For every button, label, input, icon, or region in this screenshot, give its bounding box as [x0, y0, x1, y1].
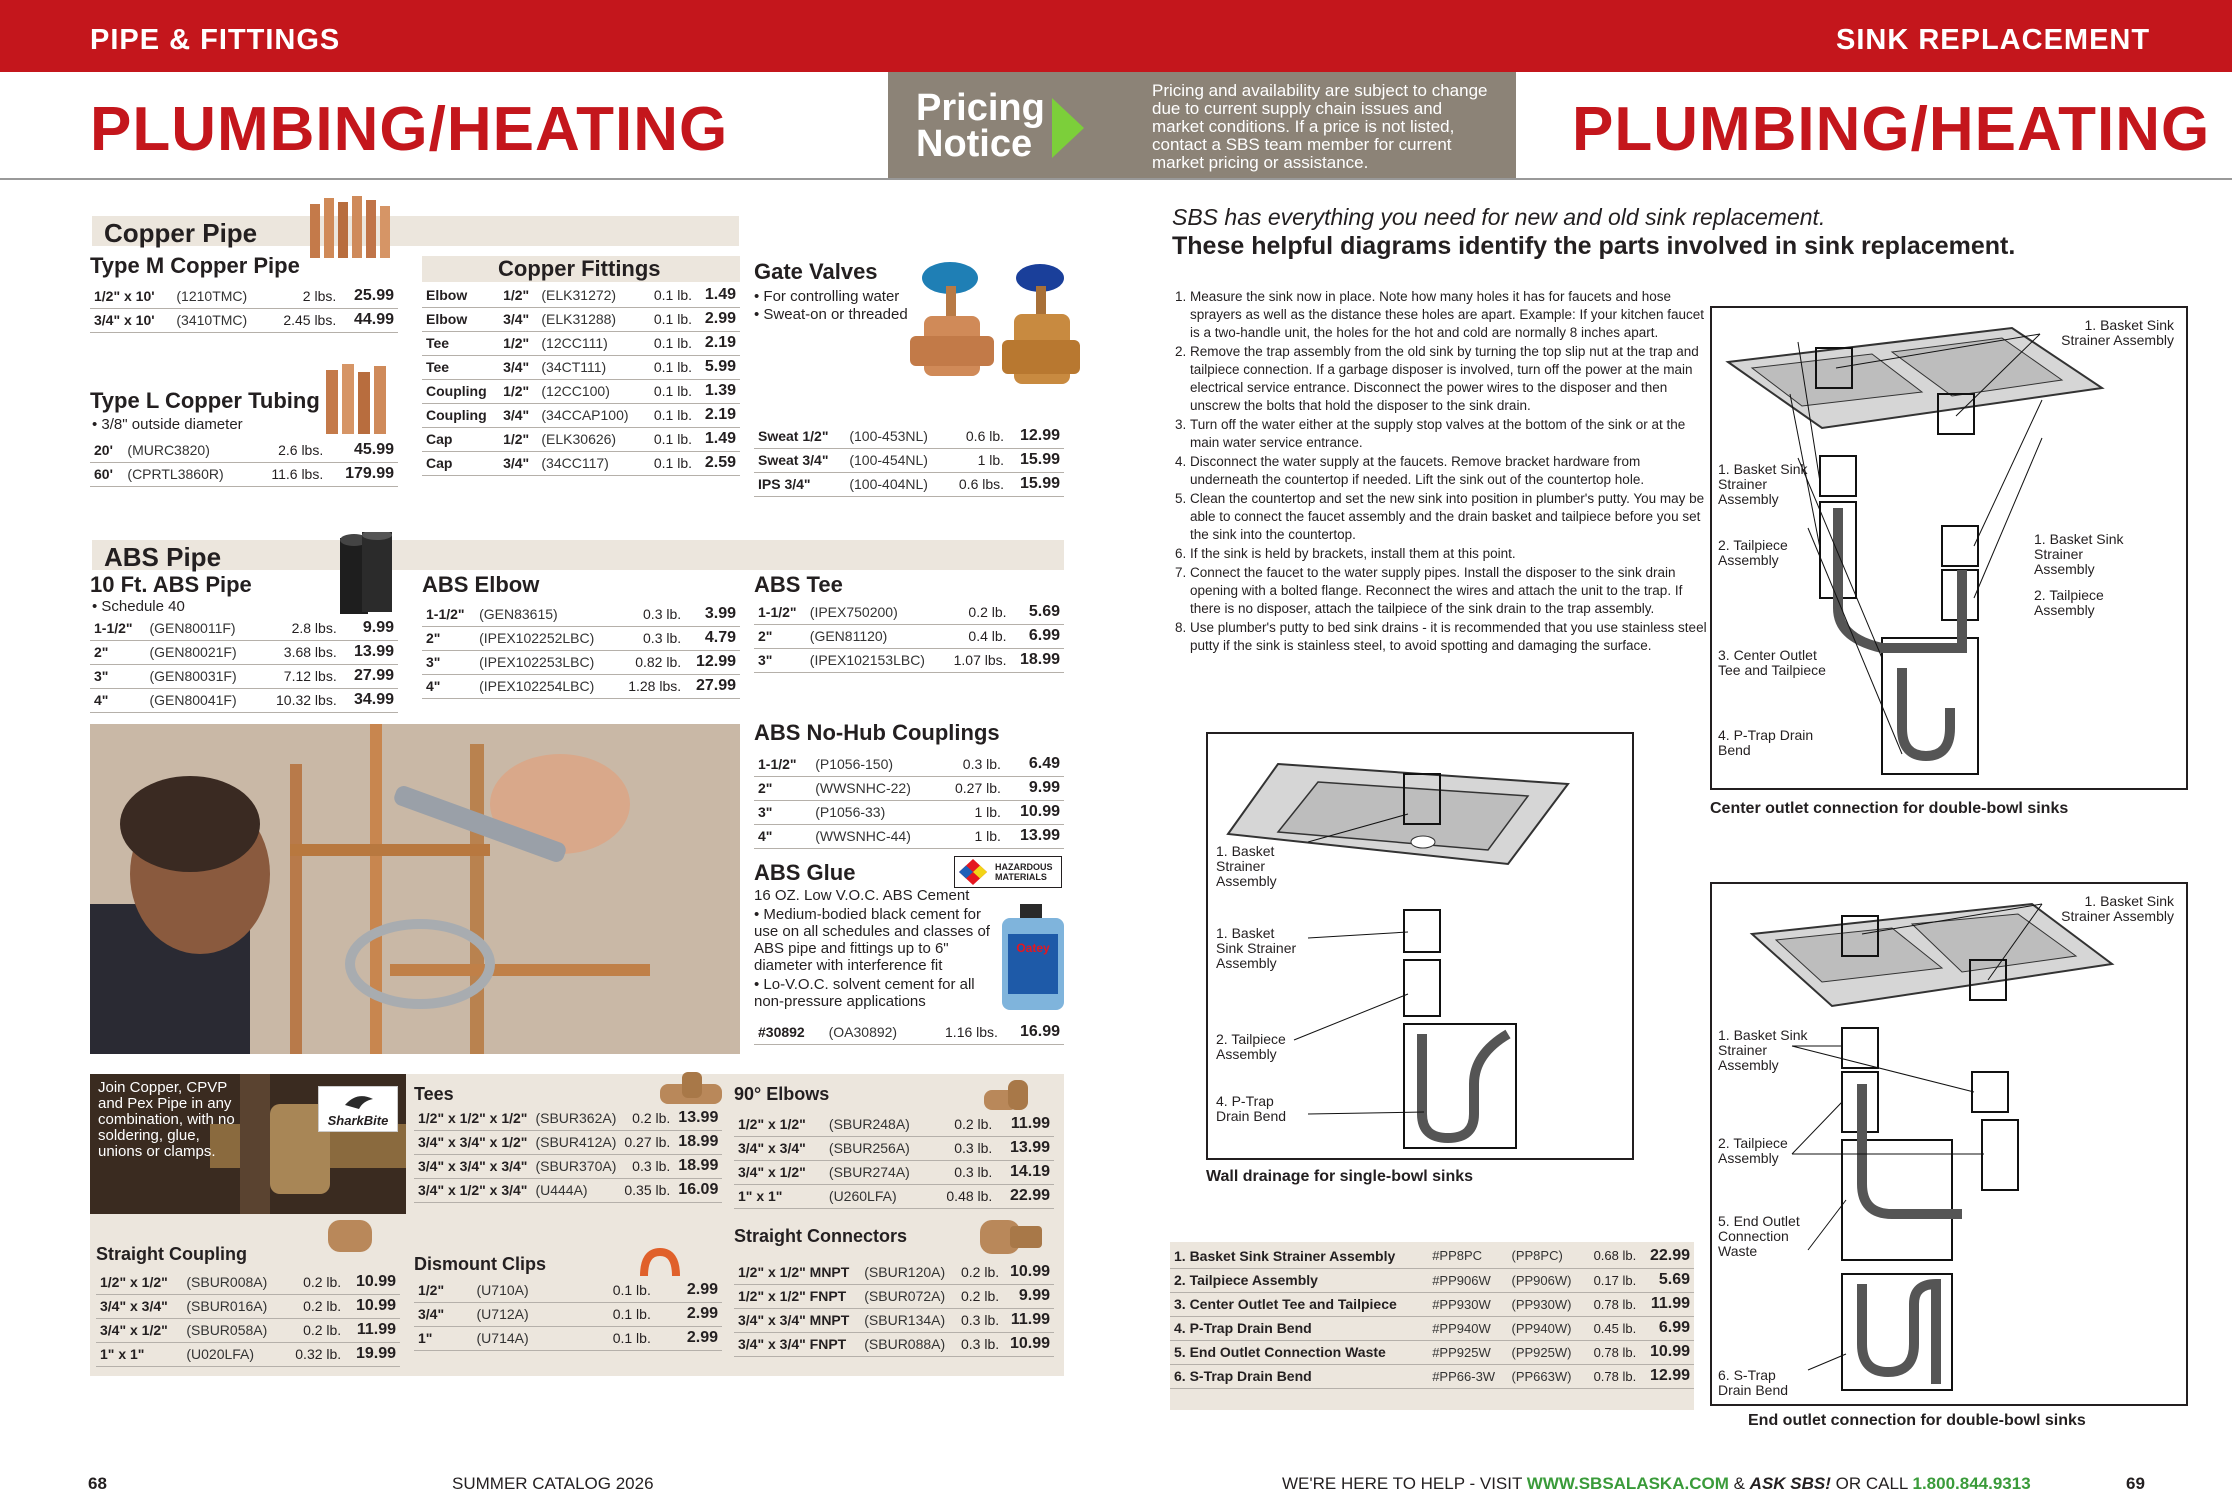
abs-couplings-table	[754, 752, 1064, 849]
sb-clips-table	[414, 1278, 722, 1351]
hazard-badge	[954, 856, 1062, 888]
center-label-6: 3. Center Outlet Tee and Tailpiece	[1718, 647, 1826, 678]
end-diagram-caption: End outlet connection for double-bowl sinks	[1748, 1412, 2086, 1429]
gate-valves-title: Gate Valves	[754, 259, 878, 284]
table-row: 3/4" x 1/2" (SBUR274A) 0.3 lb. 14.19	[734, 1160, 1054, 1184]
abs-couplings-title: ABS No-Hub Couplings	[754, 720, 1000, 745]
center-label-7: 4. P-Trap Drain Bend	[1718, 727, 1814, 758]
copper-pipe-image	[306, 196, 398, 258]
abs-pipe-band	[92, 540, 1064, 570]
ask-sbs: ASK SBS!	[1749, 1474, 1831, 1493]
table-row: Tee 1/2" (12CC111) 0.1 lb. 2.19	[422, 331, 740, 355]
notice-title-2: Notice	[916, 123, 1033, 165]
wall-drainage-diagram	[1206, 732, 1634, 1160]
table-row: 1/2" x 1/2" (SBUR008A) 0.2 lb. 10.99	[96, 1270, 400, 1294]
table-row: 2" (GEN81120) 0.4 lb. 6.99	[754, 624, 1064, 648]
site-link[interactable]: WWW.SBSALASKA.COM	[1526, 1474, 1729, 1493]
table-row: 3/4" x 3/4" MNPT (SBUR134A) 0.3 lb. 11.99	[734, 1308, 1054, 1332]
abs-elbow-title: ABS Elbow	[422, 572, 540, 597]
list-item: 1. Measure the sink now in place. Note how many holes it has for faucets and hose sprayers as well as the distance these holes are apart. Example: If your kitchen faucet is a two-handle unit, the holes for the hot and cold are normally 8 inches apart.	[1190, 288, 1712, 342]
table-row: Sweat 3/4" (100-454NL) 1 lb. 15.99	[754, 448, 1064, 472]
table-row: 6. S-Trap Drain Bend #PP66-3W (PP663W) 0.78 lb. 12.99	[1170, 1364, 1694, 1388]
table-row: 4" (WWSNHC-44) 1 lb. 13.99	[754, 824, 1064, 848]
table-row: 1/2" (U710A) 0.1 lb. 2.99	[414, 1278, 722, 1302]
plumber-photo	[90, 724, 740, 1054]
sb-tees-table	[414, 1106, 722, 1203]
sb-coupling-title: Straight Coupling	[96, 1244, 247, 1264]
sb-tee-image	[660, 1072, 722, 1110]
gate-valves-table	[754, 424, 1064, 497]
table-row: 1-1/2" (GEN80011F) 2.8 lbs. 9.99	[90, 616, 398, 640]
table-row: Tee 3/4" (34CT111) 0.1 lb. 5.99	[422, 355, 740, 379]
list-item: 4. Disconnect the water supply at the faucets. Remove bracket hardware from underneath the countertop if needed. Lift the sink out of the countertop hole.	[1190, 453, 1712, 489]
type-m-table	[90, 284, 398, 333]
end-label-2: 1. Basket Sink Strainer Assembly	[1718, 1027, 1808, 1073]
end-outlet-diagram	[1710, 882, 2188, 1406]
shark-icon	[343, 1089, 375, 1111]
help-line: WE'RE HERE TO HELP - VISIT WWW.SBSALASKA.COM & ASK SBS! OR CALL 1.800.844.9313	[1282, 1474, 2031, 1493]
copper-fittings-title: Copper Fittings	[498, 256, 661, 281]
glue-can-image	[998, 904, 1068, 1014]
table-row: 1/2" x 1/2" x 1/2" (SBUR362A) 0.2 lb. 13.99	[414, 1106, 722, 1130]
abs-tee-title: ABS Tee	[754, 572, 843, 597]
wall-diagram-caption: Wall drainage for single-bowl sinks	[1206, 1168, 1474, 1185]
left-section-label: PIPE & FITTINGS	[90, 24, 341, 56]
center-label-5: 2. Tailpiece Assembly	[2034, 587, 2104, 618]
center-label-3: 2. Tailpiece Assembly	[1718, 537, 1788, 568]
sb-elbows-table	[734, 1112, 1054, 1209]
table-row: 5. End Outlet Connection Waste #PP925W (PP925W) 0.78 lb. 10.99	[1170, 1340, 1694, 1364]
table-row: Cap 3/4" (34CC117) 0.1 lb. 2.59	[422, 451, 740, 475]
can-brand-label: Oatey	[1016, 941, 1050, 955]
abs-glue-subtitle: 16 OZ. Low V.O.C. ABS Cement	[754, 887, 970, 904]
table-row: Cap 1/2" (ELK30626) 0.1 lb. 1.49	[422, 427, 740, 451]
sb-coupling-table	[96, 1270, 400, 1367]
sink-intro-bold: These helpful diagrams identify the parts involved in sink replacement.	[1172, 232, 2016, 260]
sb-tees-title: Tees	[414, 1084, 454, 1104]
catalog-label: SUMMER CATALOG 2026	[452, 1474, 654, 1493]
abs-glue-table	[754, 1020, 1064, 1045]
list-item: 3. Turn off the water either at the supply stop valves at the bottom of the sink or at the main water service entrance.	[1190, 416, 1712, 452]
center-label-2: 1. Basket Sink Strainer Assembly	[1718, 461, 1808, 507]
type-m-title: Type M Copper Pipe	[90, 253, 300, 278]
wall-label-1: 1. Basket Strainer Assembly	[1216, 843, 1277, 889]
table-row: 4" (IPEX102254LBC) 1.28 lbs. 27.99	[422, 674, 740, 698]
table-row: 3" (IPEX102253LBC) 0.82 lb. 12.99	[422, 650, 740, 674]
table-row: 1-1/2" (GEN83615) 0.3 lb. 3.99	[422, 602, 740, 626]
gate-valves-bullet-1: • For controlling water	[754, 288, 900, 305]
sink-steps-list	[1168, 288, 1712, 656]
table-row: 2" (GEN80021F) 3.68 lbs. 13.99	[90, 640, 398, 664]
table-row: Elbow 1/2" (ELK31272) 0.1 lb. 1.49	[422, 283, 740, 307]
table-row: 3/4" x 3/4" (SBUR256A) 0.3 lb. 13.99	[734, 1136, 1054, 1160]
sb-coupling-image	[328, 1216, 372, 1256]
hazard-diamond-icon	[959, 859, 987, 885]
right-page-title: PLUMBING/HEATING	[1572, 95, 2211, 164]
table-row: 3/4" x 1/2" x 3/4" (U444A) 0.35 lb. 16.09	[414, 1178, 722, 1202]
table-row: 2" (IPEX102252LBC) 0.3 lb. 4.79	[422, 626, 740, 650]
gate-valves-image	[910, 256, 1080, 406]
table-row: 3" (P1056-33) 1 lb. 10.99	[754, 800, 1064, 824]
sink-parts-table	[1170, 1244, 1694, 1389]
sb-connector-image	[980, 1214, 1044, 1260]
table-row: 3/4" x 1/2" (SBUR058A) 0.2 lb. 11.99	[96, 1318, 400, 1342]
list-item: 5. Clean the countertop and set the new sink into position in plumber's putty. You may be able to connect the faucet assembly and the drain basket and tailpiece before you set the sink into the countertop.	[1190, 490, 1712, 544]
wall-label-4: 4. P-Trap Drain Bend	[1216, 1093, 1287, 1124]
abs-glue-bullet-1: • Medium-bodied black cement for use on all schedules and classes of ABS pipe and fittings up to 6" diameter with interference fit	[754, 906, 990, 974]
table-row: 3/4" x 3/4" (SBUR016A) 0.2 lb. 10.99	[96, 1294, 400, 1318]
center-label-4: 1. Basket Sink Strainer Assembly	[2034, 531, 2124, 577]
abs-tee-table	[754, 600, 1064, 673]
type-l-bullet: • 3/8" outside diameter	[92, 416, 243, 433]
table-row: 1/2" x 1/2" (SBUR248A) 0.2 lb. 11.99	[734, 1112, 1054, 1136]
table-row: 1/2" x 1/2" FNPT (SBUR072A) 0.2 lb. 9.99	[734, 1284, 1054, 1308]
table-row: 20' (MURC3820) 2.6 lbs. 45.99	[90, 438, 398, 462]
wall-label-2: 1. Basket Sink Strainer Assembly	[1216, 925, 1297, 971]
end-label-1: 1. Basket Sink Strainer Assembly	[2061, 893, 2174, 924]
abs-pipe-table	[90, 616, 398, 713]
table-row: Coupling 3/4" (34CCAP100) 0.1 lb. 2.19	[422, 403, 740, 427]
table-row: #30892 (OA30892) 1.16 lbs. 16.99	[754, 1020, 1064, 1044]
wall-label-3: 2. Tailpiece Assembly	[1216, 1031, 1286, 1062]
table-row: 3/4" x 3/4" x 3/4" (SBUR370A) 0.3 lb. 18.99	[414, 1154, 722, 1178]
left-page-title: PLUMBING/HEATING	[90, 95, 729, 164]
table-row: 1" x 1" (U020LFA) 0.32 lb. 19.99	[96, 1342, 400, 1366]
table-row: 1/2" x 1/2" MNPT (SBUR120A) 0.2 lb. 10.99	[734, 1260, 1054, 1284]
end-label-3: 2. Tailpiece Assembly	[1718, 1135, 1788, 1166]
center-outlet-diagram	[1710, 306, 2188, 790]
end-label-4: 5. End Outlet Connection Waste	[1718, 1213, 1800, 1259]
sink-intro-italic: SBS has everything you need for new and old sink replacement.	[1172, 204, 1826, 230]
table-row: Sweat 1/2" (100-453NL) 0.6 lb. 12.99	[754, 424, 1064, 448]
sb-connectors-table	[734, 1260, 1054, 1357]
table-row: 3/4" x 3/4" x 1/2" (SBUR412A) 0.27 lb. 18.99	[414, 1130, 722, 1154]
type-l-table	[90, 438, 398, 487]
sb-clip-image	[640, 1248, 680, 1278]
notice-body: Pricing and availability are subject to change due to current supply chain issues and market conditions. If a price is not listed, contact a SBS team member for current market pricing or assistance.	[1152, 81, 1488, 172]
sharkbite-logo: SharkBite	[318, 1086, 398, 1132]
table-row: 2. Tailpiece Assembly #PP906W (PP906W) 0.17 lb. 5.69	[1170, 1268, 1694, 1292]
copper-pipe-heading: Copper Pipe	[104, 218, 258, 248]
hazard-label: HAZARDOUS MATERIALS	[995, 862, 1053, 882]
abs-pipe-image	[336, 532, 396, 614]
page-number-right: 69	[2126, 1474, 2145, 1493]
abs-pipe-title: 10 Ft. ABS Pipe	[90, 572, 252, 597]
copper-tubing-image	[322, 364, 398, 434]
table-row: 4" (GEN80041F) 10.32 lbs. 34.99	[90, 688, 398, 712]
center-diagram-caption: Center outlet connection for double-bowl sinks	[1710, 800, 2069, 817]
sb-elbows-title: 90° Elbows	[734, 1084, 830, 1104]
table-row: 3" (IPEX102153LBC) 1.07 lbs. 18.99	[754, 648, 1064, 672]
table-row: IPS 3/4" (100-404NL) 0.6 lbs. 15.99	[754, 472, 1064, 496]
type-l-title: Type L Copper Tubing	[90, 388, 320, 413]
table-row: 1/2" x 10' (1210TMC) 2 lbs. 25.99	[90, 284, 398, 308]
pricing-notice	[888, 72, 1516, 178]
gate-valves-bullet-2: • Sweat-on or threaded	[754, 306, 908, 323]
table-row: 1. Basket Sink Strainer Assembly #PP8PC (PP8PC) 0.68 lb. 22.99	[1170, 1244, 1694, 1268]
right-section-label: SINK REPLACEMENT	[1836, 24, 2151, 56]
sb-connectors-title: Straight Connectors	[734, 1226, 908, 1246]
table-row: 4. P-Trap Drain Bend #PP940W (PP940W) 0.45 lb. 6.99	[1170, 1316, 1694, 1340]
table-row: 3/4" x 3/4" FNPT (SBUR088A) 0.3 lb. 10.99	[734, 1332, 1054, 1356]
header-rule	[0, 178, 2232, 180]
abs-glue-title: ABS Glue	[754, 860, 856, 885]
phone-link[interactable]: 1.800.844.9313	[1912, 1474, 2031, 1493]
sb-clips-title: Dismount Clips	[414, 1254, 547, 1274]
sharkbite-promo: Join Copper, CPVP and Pex Pipe in any combination, with no soldering, glue, unions or clamps.	[98, 1079, 235, 1160]
table-row: Elbow 3/4" (ELK31288) 0.1 lb. 2.99	[422, 307, 740, 331]
copper-fittings-table	[422, 283, 740, 476]
center-label-1: 1. Basket Sink Strainer Assembly	[2061, 317, 2174, 348]
table-row: 1" x 1" (U260LFA) 0.48 lb. 22.99	[734, 1184, 1054, 1208]
table-row: 2" (WWSNHC-22) 0.27 lb. 9.99	[754, 776, 1064, 800]
abs-pipe-heading: ABS Pipe	[104, 542, 222, 572]
table-row: 3" (GEN80031F) 7.12 lbs. 27.99	[90, 664, 398, 688]
table-row: 3/4" (U712A) 0.1 lb. 2.99	[414, 1302, 722, 1326]
table-row: 1-1/2" (P1056-150) 0.3 lb. 6.49	[754, 752, 1064, 776]
table-row: 60' (CPRTL3860R) 11.6 lbs. 179.99	[90, 462, 398, 486]
list-item: 2. Remove the trap assembly from the old sink by turning the top slip nut at the trap and tailpiece connection. If a garbage disposer is involved, turn off the power at the main electrical service entrance. Disconnect the power wires to the disposer and then unscrew the bolts that hold the disposer to the sink drain.	[1190, 343, 1712, 415]
list-item: 6. If the sink is held by brackets, install them at this point.	[1190, 545, 1712, 563]
table-row: 3. Center Outlet Tee and Tailpiece #PP930W (PP930W) 0.78 lb. 11.99	[1170, 1292, 1694, 1316]
abs-pipe-bullet: • Schedule 40	[92, 598, 185, 615]
list-item: 8. Use plumber's putty to bed sink drains - it is recommended that you use stainless steel putty if the sink is stainless steel, to avoid spotting and damaging the surface.	[1190, 619, 1712, 655]
end-label-5: 6. S-Trap Drain Bend	[1718, 1367, 1789, 1398]
arrow-right-icon	[1052, 98, 1084, 158]
table-row: 3/4" x 10' (3410TMC) 2.45 lbs. 44.99	[90, 308, 398, 332]
table-row: Coupling 1/2" (12CC100) 0.1 lb. 1.39	[422, 379, 740, 403]
abs-glue-bullet-2: • Lo-V.O.C. solvent cement for all non-pressure applications	[754, 976, 975, 1010]
sb-elbow-image	[984, 1080, 1038, 1114]
table-row: 1-1/2" (IPEX750200) 0.2 lb. 5.69	[754, 600, 1064, 624]
table-row: 1" (U714A) 0.1 lb. 2.99	[414, 1326, 722, 1350]
list-item: 7. Connect the faucet to the water supply pipes. Install the disposer to the sink drain opening with a bolted flange. Reconnect the wires and attach the unit to the trap. If there is no disposer, attach the tailpiece of the sink drain to the trap assembly.	[1190, 564, 1712, 618]
notice-title-1: Pricing	[916, 87, 1045, 129]
abs-elbow-table	[422, 602, 740, 699]
page-number-left: 68	[88, 1474, 107, 1493]
